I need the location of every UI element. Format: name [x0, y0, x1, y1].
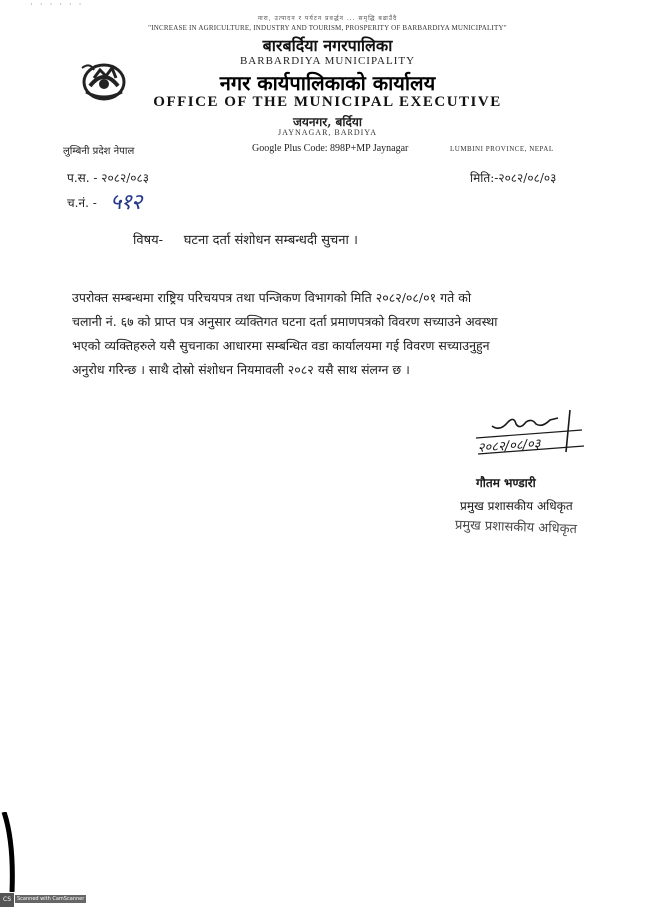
camscanner-logo-icon: CS	[0, 893, 14, 907]
municipality-name-nepali: बारबर्दिया नगरपालिका	[262, 36, 393, 55]
body-line: अनुरोध गरिन्छ । साथै दोस्रो संशोधन नियमावली २०८२ यसै साथ संलग्न छ ।	[72, 362, 410, 377]
office-title-english: OFFICE OF THE MUNICIPAL EXECUTIVE	[153, 94, 502, 110]
official-stamp-text: प्रमुख प्रशासकीय अधिकृत	[454, 517, 578, 538]
slogan-english: "INCREASE IN AGRICULTURE, INDUSTRY AND TOURISM, PROSPERITY OF BARBARDIYA MUNICIPALITY"	[148, 24, 507, 32]
municipality-name-english: BARBARDIYA MUNICIPALITY	[239, 55, 416, 67]
slogan-nepali: नारा, उत्पादन र पर्यटन प्रवर्द्धन ... समृद्धि बढाउँदै	[257, 15, 398, 22]
province-english: LUMBINI PROVINCE, NEPAL	[450, 145, 554, 153]
address-english: JAYNAGAR, BARDIYA	[278, 128, 377, 137]
signer-title: प्रमुख प्रशासकीय अधिकृत	[460, 499, 573, 513]
scanner-label: Scanned with CamScanner	[17, 896, 85, 902]
letter-date: मिति:-२०८२/०८/०३	[470, 171, 557, 185]
nepal-emblem-icon	[80, 58, 128, 102]
google-plus-code: Google Plus Code: 898P+MP Jaynagar	[252, 143, 409, 154]
top-edge-text-fragment: · · · · · ·	[30, 0, 84, 10]
address-nepali: जयनगर, बर्दिया	[293, 115, 362, 129]
ref-fiscal-year: प.स. - २०८२/०८३	[67, 171, 149, 185]
dispatch-number-handwritten: ५१२	[110, 190, 142, 215]
office-title-nepali: नगर कार्यपालिकाको कार्यालय	[219, 71, 436, 95]
province-nepali: लुम्बिनी प्रदेश नेपाल	[63, 146, 135, 157]
letter-subject: विषय- घटना दर्ता संशोधन सम्बन्धदी सुचना ।	[133, 233, 358, 248]
handwritten-signature	[470, 404, 590, 466]
body-line: चलानी नं. ६७ को प्राप्त पत्र अनुसार व्यक्तिगत घटना दर्ता प्रमाणपत्रको विवरण सच्याउने अवस्था	[72, 314, 498, 329]
page-edge-shadow	[0, 812, 24, 892]
body-line: उपरोक्त सम्बन्धमा राष्ट्रिय परिचयपत्र तथा पन्जिकण विभागको मिति २०८२/०८/०१ गते को	[72, 290, 472, 305]
signer-name: गौतम भण्डारी	[476, 476, 536, 490]
dispatch-number-label: च.नं. -	[67, 196, 97, 210]
body-line: भएको व्यक्तिहरुले यसै सुचनाका आधारमा सम्बन्धित वडा कार्यालयमा गई विवरण सच्याउनुहुन	[72, 338, 490, 353]
signature-handwritten-date: २०८२/०८/०३	[477, 436, 541, 456]
